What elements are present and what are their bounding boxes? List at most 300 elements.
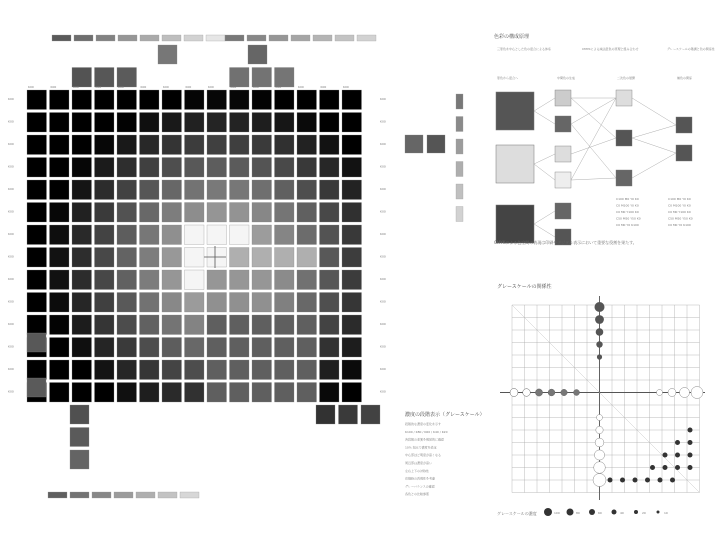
matrix-dot: [668, 389, 676, 397]
swatch: [297, 270, 317, 290]
swatch-tick-label: K00: [275, 85, 282, 89]
swatch: [117, 248, 137, 268]
schematic-box: [616, 170, 632, 186]
swatch: [275, 338, 295, 358]
matrix-dot: [523, 389, 531, 397]
swatch: [230, 158, 250, 178]
schematic-connector: [571, 98, 616, 180]
swatch: [297, 180, 317, 200]
swatch-tick-label: K00: [208, 85, 214, 89]
swatch: [230, 338, 250, 358]
swatch: [117, 315, 137, 335]
swatch-tick-label: K00: [230, 85, 237, 89]
swatch: [252, 113, 272, 133]
swatch: [185, 383, 205, 403]
swatch: [342, 293, 362, 313]
schematic-column-header: 補色の関係: [677, 76, 693, 80]
matrix-dot: [597, 354, 602, 359]
swatch: [27, 248, 47, 268]
swatch-tick-label: K00: [8, 299, 14, 304]
matrix-dot: [595, 315, 604, 324]
swatch: [185, 135, 205, 155]
swatch: [357, 35, 376, 41]
swatch: [140, 225, 160, 245]
swatch-tick-label: K00: [380, 277, 386, 281]
matrix-dot: [688, 440, 693, 445]
swatch: [297, 383, 317, 403]
schematic-column-header: 原色から混合へ: [497, 76, 519, 80]
matrix-dot: [574, 390, 580, 396]
swatch: [140, 360, 160, 380]
matrix-dot: [691, 387, 703, 399]
schematic-column-headers: [497, 75, 693, 80]
notes-line: 周辺部は濃度が高い: [405, 461, 433, 465]
notes-line: 段階的な濃度の変化を示す: [405, 422, 442, 426]
matrix-dot: [688, 428, 693, 433]
swatch: [50, 113, 70, 133]
matrix-dot: [688, 465, 693, 470]
matrix-dot: [594, 462, 606, 474]
swatch: [140, 35, 159, 41]
swatch-tick-label: K00: [298, 85, 304, 89]
swatch: [185, 270, 205, 290]
swatch-tick-label: K00: [163, 85, 169, 89]
swatch: [297, 203, 317, 223]
chart-legend-title: グレースケールの濃度: [497, 511, 537, 516]
matrix-dot: [663, 453, 668, 458]
schematic-box: [555, 90, 571, 106]
schematic-paragraphs: [497, 46, 715, 51]
swatch: [95, 360, 115, 380]
swatch: [275, 158, 295, 178]
schematic-code-line: C0 M0 Y0 K100: [668, 223, 691, 227]
swatch: [185, 203, 205, 223]
legend-dot: [589, 509, 595, 515]
swatch: [140, 293, 160, 313]
swatch: [50, 383, 70, 403]
schematic-code-line: C0 M0 Y100 K0: [668, 210, 691, 214]
swatch-tick-label: K00: [8, 97, 14, 101]
swatch: [342, 383, 362, 403]
swatch: [427, 135, 445, 153]
swatch: [361, 405, 380, 424]
swatch: [342, 338, 362, 358]
schematic-connector: [534, 111, 555, 124]
swatch: [342, 225, 362, 245]
legend-dot: [657, 511, 660, 514]
swatch: [230, 360, 250, 380]
schematic-connector: [632, 98, 676, 125]
swatch: [275, 180, 295, 200]
swatch: [95, 338, 115, 358]
legend-label: 60: [598, 511, 602, 515]
schematic-paragraph: 三原色を中心とした色の混合による体系: [497, 47, 552, 51]
swatch: [320, 360, 340, 380]
swatch: [275, 270, 295, 290]
swatch: [297, 315, 317, 335]
swatch: [248, 45, 267, 64]
swatch: [297, 135, 317, 155]
swatch: [335, 35, 354, 41]
swatch: [136, 492, 155, 498]
notes-lines: [405, 421, 448, 496]
swatch: [297, 360, 317, 380]
swatch: [342, 360, 362, 380]
swatch: [72, 203, 92, 223]
swatch-tick-label: K00: [185, 85, 192, 89]
schematic-box: [676, 145, 692, 161]
swatch: [269, 35, 288, 41]
swatch: [50, 248, 70, 268]
schematic-column-header: 中間色の生成: [557, 76, 576, 80]
swatch: [140, 338, 160, 358]
swatch: [342, 113, 362, 133]
swatch: [95, 180, 115, 200]
swatch: [252, 360, 272, 380]
swatch: [95, 158, 115, 178]
swatch-tick-label: K00: [320, 85, 327, 89]
schematic-connector: [534, 154, 555, 164]
swatch: [252, 158, 272, 178]
swatch: [95, 203, 115, 223]
swatch: [180, 492, 199, 498]
swatch-tick-label: K00: [380, 119, 386, 124]
swatch: [342, 135, 362, 155]
swatch-tick-label: K00: [8, 187, 14, 191]
swatch: [95, 113, 115, 133]
legend-label: 20: [642, 511, 646, 515]
swatch: [252, 180, 272, 200]
schematic-connector: [571, 138, 616, 154]
swatch: [162, 383, 182, 403]
swatch: [207, 383, 227, 403]
swatch-tick-label: K00: [8, 389, 14, 394]
swatch: [185, 158, 205, 178]
swatch: [95, 225, 115, 245]
swatch: [72, 248, 92, 268]
swatch: [72, 338, 92, 358]
swatch-tick-label: K00: [73, 85, 79, 89]
swatch: [342, 270, 362, 290]
swatch: [297, 338, 317, 358]
legend-label: 100: [554, 511, 560, 515]
swatch: [95, 90, 115, 110]
swatch: [117, 180, 137, 200]
swatch-tick-label: K00: [380, 164, 386, 169]
swatch: [342, 180, 362, 200]
swatch: [117, 90, 137, 110]
schematic-connector: [632, 138, 676, 153]
schematic-panel: [494, 33, 715, 245]
matrix-dot: [596, 341, 602, 347]
swatch: [158, 492, 177, 498]
matrix-diagonal: [512, 305, 700, 493]
matrix-dot: [663, 465, 668, 470]
notes-title: 濃度の段階表示（グレースケール）: [405, 412, 485, 418]
notes-line: 各色との比較参照: [405, 492, 430, 497]
swatch: [207, 135, 227, 155]
swatch: [72, 293, 92, 313]
swatch: [72, 113, 92, 133]
swatch: [70, 450, 89, 469]
schematic-code-line: C100 M0 Y0 K0: [668, 197, 691, 201]
swatch: [50, 270, 70, 290]
schematic-code-line: C0 M100 Y0 K0: [616, 203, 639, 208]
schematic-column-header: 二次色の展開: [617, 76, 636, 80]
swatch: [252, 383, 272, 403]
swatch: [117, 293, 137, 313]
swatch: [162, 158, 182, 178]
schematic-box: [616, 90, 632, 106]
swatch: [162, 338, 182, 358]
swatch: [140, 383, 160, 403]
swatch: [117, 383, 137, 403]
swatch-tick-label: K00: [380, 389, 386, 394]
swatch: [342, 90, 362, 110]
swatch-tick-label: K00: [380, 232, 386, 236]
swatch: [456, 94, 463, 109]
swatch: [230, 180, 250, 200]
notes-line: 中心部ほど明度が高くなる: [405, 453, 442, 458]
legend-label: 80: [576, 511, 580, 515]
swatch: [320, 203, 340, 223]
swatch-tick-label: K00: [8, 142, 14, 146]
swatch: [72, 180, 92, 200]
swatch: [140, 113, 160, 133]
swatch: [50, 225, 70, 245]
chart-title: グレースケールの関係性: [497, 284, 552, 290]
legend-dot: [634, 510, 638, 514]
swatch: [342, 248, 362, 268]
swatch: [275, 248, 295, 268]
swatch: [72, 270, 92, 290]
swatch-tick-label: K00: [8, 277, 14, 281]
swatch: [95, 293, 115, 313]
swatch: [275, 90, 295, 110]
matrix-dot: [620, 478, 625, 483]
swatch: [50, 293, 70, 313]
swatch: [456, 207, 463, 222]
schematic-diagram: [496, 90, 692, 245]
swatch: [297, 248, 317, 268]
swatch: [297, 90, 317, 110]
swatch: [320, 225, 340, 245]
swatch: [74, 35, 93, 41]
schematic-code-line: C0 M0 Y0 K100: [616, 223, 639, 227]
swatch: [230, 90, 250, 110]
swatch: [50, 90, 70, 110]
swatch: [162, 225, 182, 245]
swatch: [27, 315, 47, 335]
swatch: [140, 135, 160, 155]
swatch: [207, 225, 227, 245]
swatch-tick-label: K00: [343, 85, 349, 89]
swatch: [162, 35, 181, 41]
schematic-box: [676, 117, 692, 133]
swatch-tick-label: K00: [8, 367, 14, 371]
swatch-tick-label: K00: [8, 322, 14, 326]
swatch: [297, 225, 317, 245]
schematic-title: 色彩の構成原理: [494, 34, 530, 40]
swatch: [162, 293, 182, 313]
swatch-tick-label: K00: [380, 344, 386, 349]
swatch: [342, 203, 362, 223]
swatch: [158, 45, 177, 64]
swatch: [297, 293, 317, 313]
schematic-connector: [534, 98, 555, 111]
swatch: [252, 135, 272, 155]
matrix-dot: [675, 465, 680, 470]
swatch: [72, 360, 92, 380]
swatch: [291, 35, 310, 41]
swatch: [456, 184, 463, 199]
schematic-code-lines: [616, 197, 693, 227]
schematic-box: [555, 116, 571, 132]
swatch: [252, 293, 272, 313]
swatch: [207, 270, 227, 290]
matrix-dot: [650, 465, 655, 470]
swatch: [27, 293, 47, 313]
swatch: [207, 90, 227, 110]
swatch: [456, 162, 463, 177]
schematic-footnote: CMYKによる色空間の表現は印刷やデジタル表示において重要な役割を果たす。: [494, 240, 637, 245]
swatch: [72, 158, 92, 178]
matrix-dot: [670, 478, 675, 483]
swatch: [140, 315, 160, 335]
swatch-tick-label: K00: [8, 232, 14, 236]
swatch-tick-label: K00: [8, 164, 14, 169]
swatch: [117, 113, 137, 133]
notes-line: K100 / K80 / K60 / K40 / K20: [405, 429, 448, 434]
swatch: [140, 158, 160, 178]
matrix-dot: [597, 415, 603, 421]
schematic-code-line: C100 M0 Y0 K0: [616, 197, 639, 201]
swatch-grid: [27, 35, 463, 498]
notes-line: 印刷時の再現性を考慮: [405, 476, 436, 481]
swatch: [252, 90, 272, 110]
matrix-dot: [596, 426, 603, 433]
swatch: [275, 383, 295, 403]
swatch: [185, 225, 205, 245]
legend-dot: [544, 508, 552, 516]
swatch: [52, 35, 71, 41]
swatch: [207, 293, 227, 313]
swatch-tick-label: K00: [380, 187, 386, 191]
matrix-dot: [675, 453, 680, 458]
swatch-tick-label: K00: [8, 344, 14, 349]
swatch: [50, 135, 70, 155]
schematic-connector: [571, 178, 616, 180]
swatch: [230, 293, 250, 313]
swatch-tick-label: K00: [8, 119, 14, 124]
swatch-tick-label: K00: [28, 85, 34, 89]
swatch: [230, 248, 250, 268]
swatch: [320, 90, 340, 110]
notes-line: 左右上下の対称性: [405, 468, 430, 473]
swatch: [162, 203, 182, 223]
swatch-tick-label: K00: [253, 85, 259, 89]
schematic-paragraph: グレースケールの階調と色の関係性: [667, 47, 715, 51]
schematic-box: [555, 203, 571, 219]
swatch: [50, 338, 70, 358]
swatch: [185, 90, 205, 110]
swatch: [207, 180, 227, 200]
schematic-box: [496, 92, 534, 130]
swatch-tick-label: K00: [380, 322, 386, 326]
swatch-tick-label: K00: [380, 299, 386, 304]
swatch: [275, 225, 295, 245]
swatch: [275, 315, 295, 335]
swatch: [320, 315, 340, 335]
swatch: [185, 293, 205, 313]
swatch: [230, 315, 250, 335]
swatch: [207, 315, 227, 335]
swatch: [320, 158, 340, 178]
swatch: [320, 338, 340, 358]
swatch: [117, 158, 137, 178]
swatch: [72, 135, 92, 155]
swatch: [316, 405, 335, 424]
schematic-box: [616, 130, 632, 146]
schematic-box: [555, 146, 571, 162]
schematic-box: [496, 205, 534, 243]
matrix-dot: [510, 389, 518, 397]
swatch: [247, 35, 266, 41]
swatch: [92, 492, 111, 498]
schematic-connector: [534, 164, 555, 180]
swatch: [185, 113, 205, 133]
swatch: [70, 405, 89, 424]
swatch: [72, 225, 92, 245]
swatch-tick-label: K00: [380, 367, 386, 371]
matrix-dot: [596, 328, 604, 336]
notes-line: 10% 刻みで濃度を設定: [405, 445, 437, 450]
swatch: [50, 158, 70, 178]
schematic-connector: [534, 211, 555, 224]
matrix-dot: [675, 440, 680, 445]
swatch: [96, 35, 115, 41]
swatch-tick-label: K00: [140, 85, 147, 89]
swatch: [320, 113, 340, 133]
swatch: [27, 180, 47, 200]
swatch: [95, 248, 115, 268]
swatch: [95, 383, 115, 403]
notes-line: 各段階の差異を視覚的に確認: [405, 437, 445, 442]
swatch-tick-label: K00: [50, 85, 57, 89]
swatch: [207, 338, 227, 358]
swatch-tick-label: K00: [8, 254, 14, 259]
swatch: [27, 333, 46, 352]
swatch: [27, 203, 47, 223]
swatch-tick-label: K00: [8, 209, 14, 214]
swatch: [72, 315, 92, 335]
swatch: [275, 113, 295, 133]
swatch: [27, 90, 47, 110]
swatch: [27, 113, 47, 133]
swatch: [405, 135, 423, 153]
swatch: [342, 315, 362, 335]
swatch: [140, 90, 160, 110]
swatch: [27, 270, 47, 290]
swatch: [320, 180, 340, 200]
notes-line: グレーバランスの確認: [405, 484, 435, 489]
swatch: [140, 270, 160, 290]
chart-legend: [544, 508, 668, 516]
swatch: [275, 135, 295, 155]
swatch: [230, 270, 250, 290]
swatch: [72, 383, 92, 403]
legend-label: 10: [664, 511, 668, 515]
